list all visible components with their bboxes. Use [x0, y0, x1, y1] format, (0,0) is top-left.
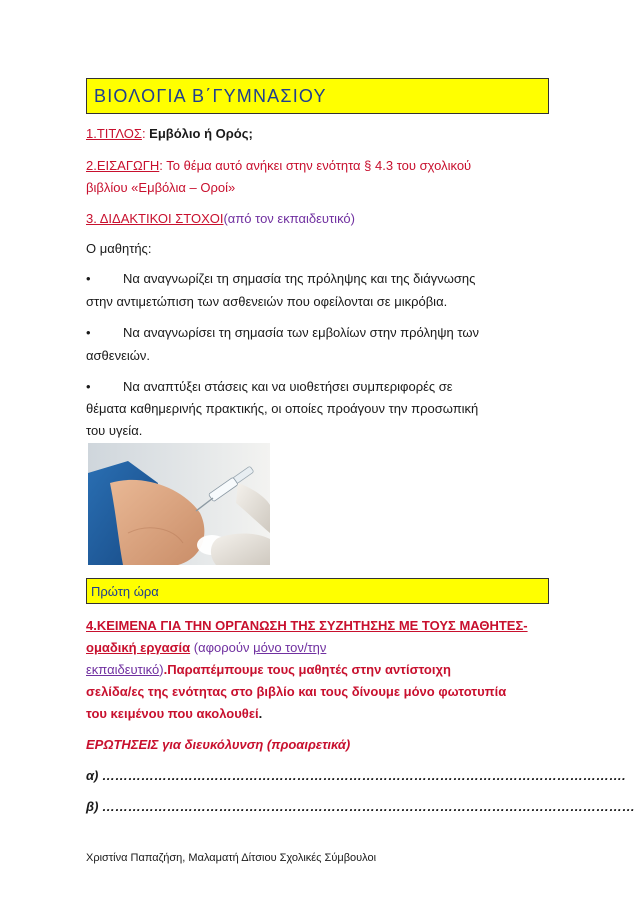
questions-heading: ΕΡΩΤΗΣΕΙΣ για διευκόλυνση (προαιρετικά)	[86, 737, 351, 752]
objectives-note: (από τον εκπαιδευτικό)	[223, 211, 355, 226]
objective-1-line-1: Να αναγνωρίζει τη σημασία της πρόληψης και της διάγνωσης	[123, 271, 476, 286]
texts-instr-3: του κειμένου που ακολουθεί	[86, 706, 259, 721]
title-line	[86, 126, 253, 141]
objectives-intro: Ο μαθητής:	[86, 241, 152, 256]
title-text: Εμβόλιο ή Ορός;	[149, 126, 253, 141]
bullet-3: •	[86, 379, 91, 394]
objective-2-line-1: Να αναγνωρίσει τη σημασία των εμβολίων στην πρόληψη των	[123, 325, 479, 340]
section-title-box	[86, 578, 549, 604]
page-title: ΒΙΟΛΟΓΙΑ Β΄ΓΥΜΝΑΣΙΟΥ	[94, 85, 327, 106]
title-sep: :	[141, 126, 150, 141]
question-b: β) ……………………………………………………………………………………………………………	[86, 799, 636, 814]
texts-note-b: μόνο τον/την	[253, 640, 327, 655]
texts-heading-3	[86, 662, 451, 677]
objective-3-line-1: Να αναπτύξει στάσεις και να υιοθετήσει συμπεριφορές σε	[123, 379, 453, 394]
section-title: Πρώτη ώρα	[91, 583, 159, 599]
vaccination-photo	[88, 443, 270, 565]
objective-3-line-3: του υγεία.	[86, 423, 143, 438]
page-footer: Χριστίνα Παπαζήση, Μαλαματή Δίτσιου Σχολικές Σύμβουλοι	[86, 852, 377, 864]
bullet-2: •	[86, 325, 91, 340]
title-label: 1.ΤΙΤΛΟΣ	[86, 126, 142, 141]
bullet-1: •	[86, 271, 91, 286]
texts-note-c: εκπαιδευτικό	[86, 662, 160, 677]
intro-line-2: βιβλίου «Εμβόλια – Οροί»	[86, 180, 236, 195]
objectives-label: 3. ΔΙΔΑΚΤΙΚΟΙ ΣΤΟΧΟΙ	[86, 211, 224, 226]
intro-label: 2.ΕΙΣΑΓΩΓΗ	[86, 158, 160, 173]
objective-1-line-2: στην αντιμετώπιση των ασθενειών που οφείλονται σε μικρόβια.	[86, 294, 448, 309]
question-a: α) ………………………………………………………………………………………………………….	[86, 768, 626, 783]
page-title-box	[86, 78, 549, 114]
intro-text-1: : Το θέμα αυτό ανήκει στην ενότητα § 4.3 του σχολικού	[159, 158, 472, 173]
objective-3-line-2: θέματα καθημερινής πρακτικής, οι οποίες προάγουν την προσωπική	[86, 401, 479, 416]
texts-instr-3-line	[86, 706, 262, 721]
texts-instr-1: .Παραπέμπουμε τους μαθητές στην αντίστοιχη	[163, 662, 451, 677]
texts-heading-group-work: ομαδική εργασία	[86, 640, 191, 655]
objective-2-line-2: ασθενειών.	[86, 348, 151, 363]
texts-heading-2	[86, 640, 326, 655]
texts-note-a: (αφορούν	[190, 640, 254, 655]
texts-note-d: )	[159, 662, 164, 677]
objectives-heading	[86, 211, 355, 226]
texts-heading-1: 4.ΚΕΙΜΕΝΑ ΓΙΑ ΤΗΝ ΟΡΓΑΝΩΣΗ ΤΗΣ ΣΥΖΗΤΗΣΗΣ ΜΕ ΤΟΥΣ ΜΑΘΗΤΕΣ-	[86, 618, 528, 633]
texts-instr-3-end: .	[258, 706, 263, 721]
vaccination-illustration	[88, 443, 270, 565]
intro-line-1	[86, 158, 471, 173]
texts-instr-2: σελίδα/ες της ενότητας στο βιβλίο και τους δίνουμε μόνο φωτοτυπία	[86, 684, 507, 699]
